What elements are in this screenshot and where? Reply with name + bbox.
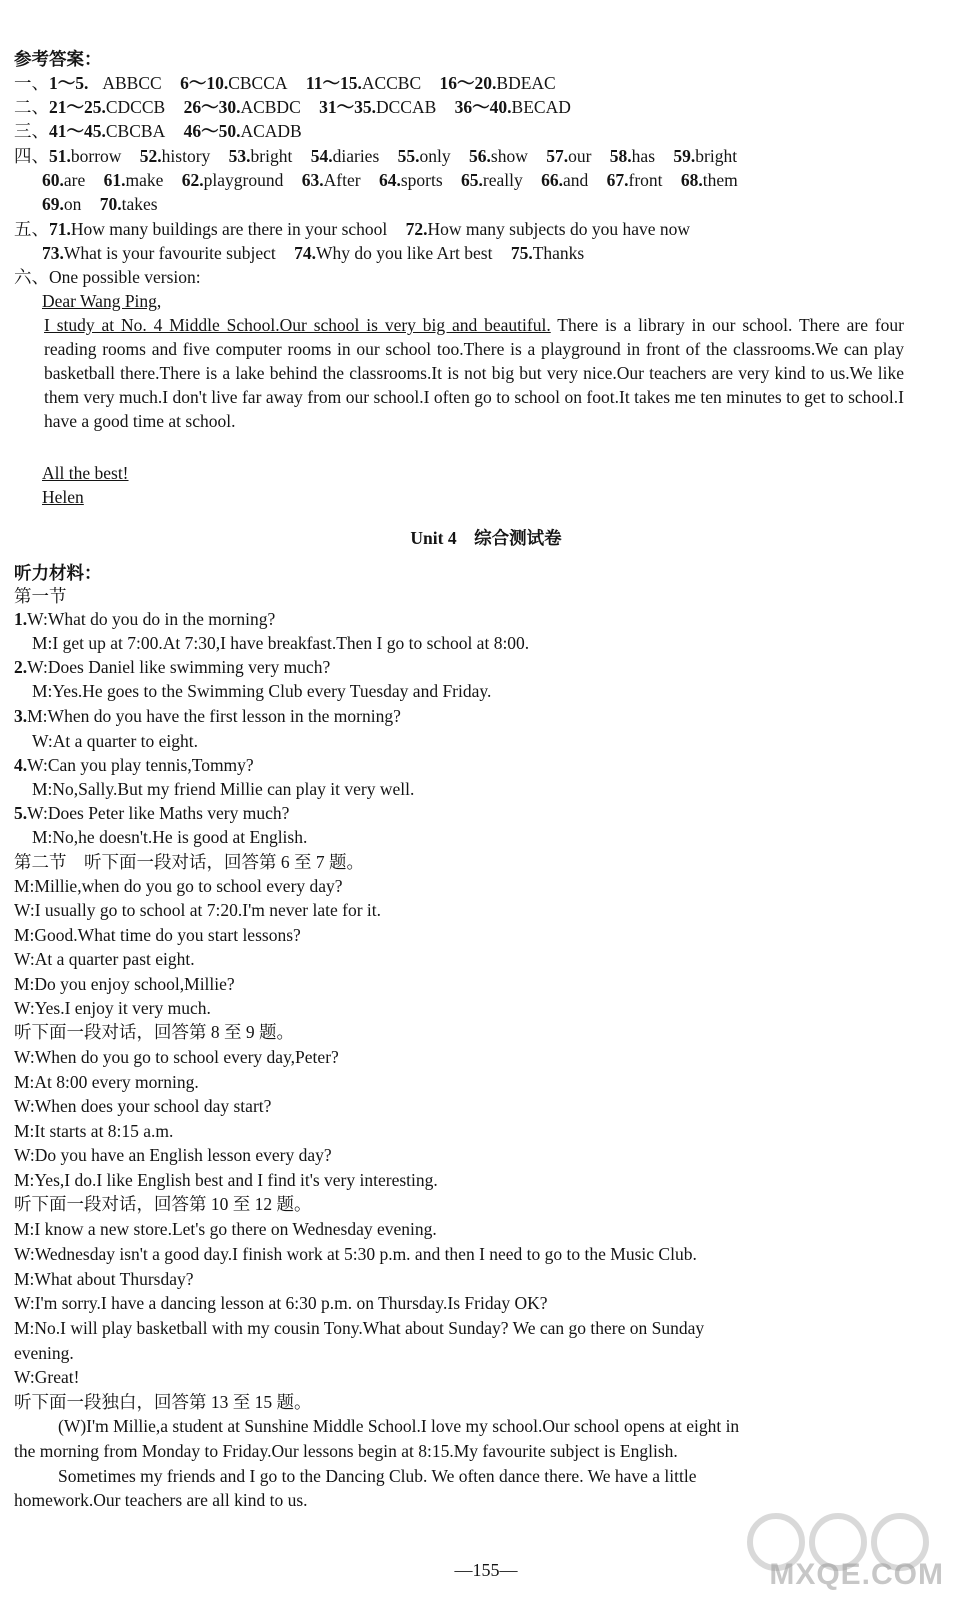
- answer-row-4a: 四、51.borrow 52.history 53.bright 54.diaries 55.only 56.show 57.our 58.has 59.bright: [14, 146, 738, 166]
- monologue-line: Sometimes my friends and I go to the Dancing Club. We often dance there. We have a little: [58, 1466, 697, 1486]
- answer-row-1: 一、1～5. ABBCC 6～10.CBCCA 11～15.ACCBC 16～20.BDEAC: [14, 73, 556, 93]
- section2-header: 第二节 听下面一段对话，回答第 6 至 7 题。: [14, 852, 364, 872]
- dialog-line: M:At 8:00 every morning.: [14, 1072, 199, 1092]
- section6-intro: 六、One possible version:: [14, 267, 201, 287]
- monologue-line: the morning from Monday to Friday.Our lessons begin at 8:15.My favourite subject is English.: [14, 1441, 678, 1461]
- dialog-line: M:No.I will play basketball with my cousin Tony.What about Sunday? We can go there on Sunday: [14, 1318, 705, 1338]
- letter-underlined-start: I study at No. 4 Middle School.Our school is very big and beautiful.: [44, 315, 551, 335]
- dialog-line: M:Millie,when do you go to school every day?: [14, 876, 343, 896]
- dialog-line: W:Yes.I enjoy it very much.: [14, 998, 211, 1018]
- dialog-line: W:I usually go to school at 7:20.I'm never late for it.: [14, 900, 381, 920]
- letter-body-text: There is a library in our school. There are four reading rooms and five computer rooms in our school too.There is a playground in front of the classrooms.We can play basketball there.There is a lake behind the classrooms.It is not big but very nice.Our teachers are very kind to us.We like them very much.I don't live far away from our school.I often go to school on foot.It takes me ten minutes to get to school.I have a good time at school.: [44, 315, 904, 431]
- listening-header: 听力材料：: [14, 563, 102, 583]
- dialog-line: M:What about Thursday?: [14, 1269, 194, 1289]
- dialog-line: evening.: [14, 1343, 74, 1363]
- letter-closing: All the best!: [42, 463, 129, 483]
- answer-row-4b: 60.are 61.make 62.playground 63.After 64.sports 65.really 66.and 67.front 68.them: [42, 170, 738, 190]
- question-header-13-15: 听下面一段独白，回答第 13 至 15 题。: [14, 1392, 312, 1412]
- dialog-line: W:When does your school day start?: [14, 1096, 272, 1116]
- section1-header: 第一节: [14, 586, 67, 606]
- dialog-5-line-1: 5.W:Does Peter like Maths very much?: [14, 803, 290, 823]
- dialog-5-line-2: M:No,he doesn't.He is good at English.: [32, 827, 308, 847]
- dialog-line: W:Do you have an English lesson every day?: [14, 1145, 332, 1165]
- letter-greeting: Dear Wang Ping,: [42, 291, 162, 311]
- dialog-line: M:Good.What time do you start lessons?: [14, 925, 301, 945]
- answer-row-2: 二、21～25.CDCCB 26～30.ACBDC 31～35.DCCAB 36～40.BECAD: [14, 97, 571, 117]
- page-number: —155—: [454, 1560, 518, 1580]
- question-header-8-9: 听下面一段对话，回答第 8 至 9 题。: [14, 1022, 294, 1042]
- dialog-3-line-1: 3.M:When do you have the first lesson in the morning?: [14, 706, 401, 726]
- answer-row-5b: 73.What is your favourite subject 74.Why do you like Art best 75.Thanks: [42, 243, 585, 263]
- answers-header: 参考答案：: [14, 49, 102, 69]
- dialog-line: W:Wednesday isn't a good day.I finish work at 5:30 p.m. and then I need to go to the Music Club.: [14, 1244, 697, 1264]
- dialog-line: M:I know a new store.Let's go there on Wednesday evening.: [14, 1219, 437, 1239]
- unit-title: Unit 4 综合测试卷: [410, 528, 562, 548]
- dialog-4-line-2: M:No,Sally.But my friend Millie can play it very well.: [32, 779, 415, 799]
- dialog-3-line-2: W:At a quarter to eight.: [32, 731, 199, 751]
- dialog-line: W:At a quarter past eight.: [14, 949, 195, 969]
- letter-body: [44, 313, 904, 433]
- watermark-text: MXQE.COM: [769, 1558, 944, 1591]
- answer-row-3: 三、41～45.CBCBA 46～50.ACADB: [14, 121, 302, 141]
- dialog-2-line-1: 2.W:Does Daniel like swimming very much?: [14, 657, 331, 677]
- dialog-line: W:When do you go to school every day,Peter?: [14, 1047, 339, 1067]
- question-header-10-12: 听下面一段对话，回答第 10 至 12 题。: [14, 1194, 312, 1214]
- letter-signature: Helen: [42, 487, 84, 507]
- answer-row-4c: 69.on 70.takes: [42, 194, 158, 214]
- dialog-1-line-2: M:I get up at 7:00.At 7:30,I have breakfast.Then I go to school at 8:00.: [32, 633, 530, 653]
- dialog-4-line-1: 4.W:Can you play tennis,Tommy?: [14, 755, 254, 775]
- dialog-line: M:Yes,I do.I like English best and I find it's very interesting.: [14, 1170, 438, 1190]
- dialog-line: M:It starts at 8:15 a.m.: [14, 1121, 174, 1141]
- dialog-line: M:Do you enjoy school,Millie?: [14, 974, 235, 994]
- monologue-line: homework.Our teachers are all kind to us.: [14, 1490, 308, 1510]
- dialog-line: W:I'm sorry.I have a dancing lesson at 6:30 p.m. on Thursday.Is Friday OK?: [14, 1293, 548, 1313]
- dialog-1-line-1: 1.W:What do you do in the morning?: [14, 609, 276, 629]
- answer-row-5a: 五、71.How many buildings are there in your school 72.How many subjects do you have now: [14, 219, 690, 239]
- dialog-line: W:Great!: [14, 1367, 80, 1387]
- dialog-2-line-2: M:Yes.He goes to the Swimming Club every Tuesday and Friday.: [32, 681, 492, 701]
- monologue-line: (W)I'm Millie,a student at Sunshine Middle School.I love my school.Our school opens at eight in: [58, 1416, 740, 1436]
